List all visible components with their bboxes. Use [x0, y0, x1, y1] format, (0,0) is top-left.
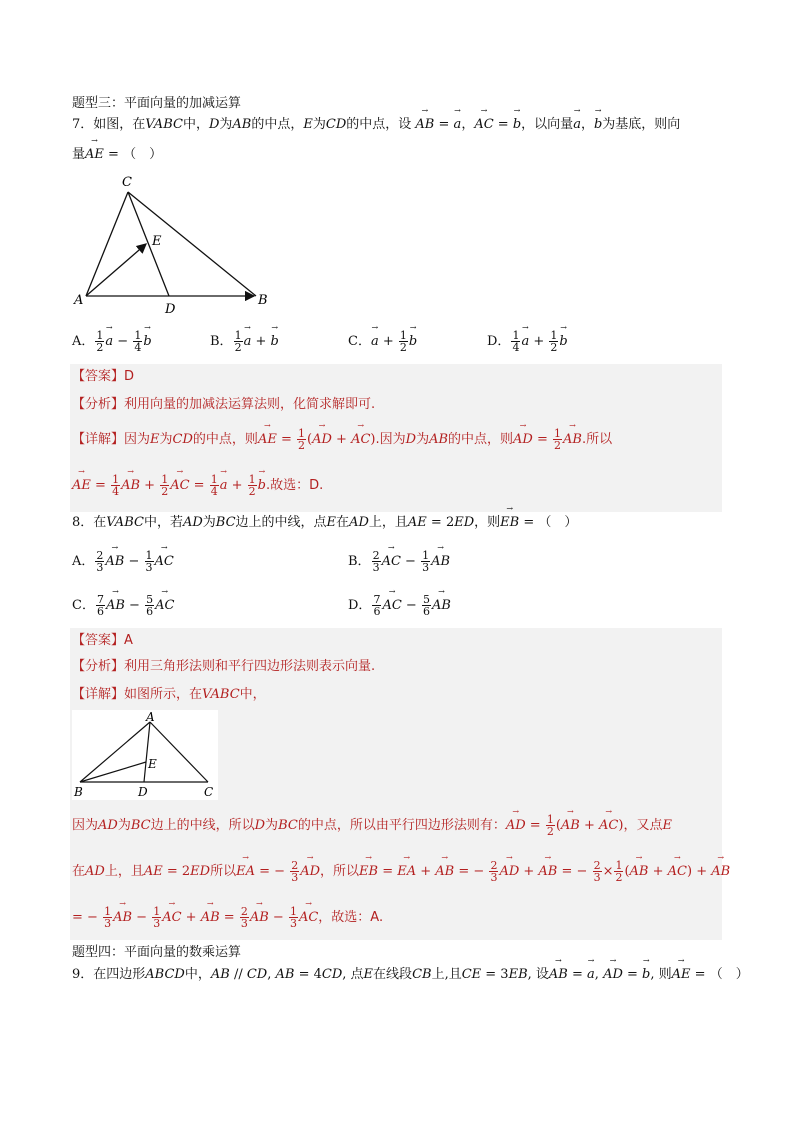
q7-stem: 7．如图，在VABC中，D为AB的中点，E为CD的中点，设 → AB = → a，→ AC = → b，以向量→ a，→ b为基底，则向 [72, 116, 680, 134]
q8-detail-line1: 因为AD为BC边上的中线，所以D为BC的中点，所以由平行四边形法则有：→ AD = $\frac{1}{2}$ (→ AB + → AC)，又点E [72, 814, 672, 837]
q7-fig-label-d: D [165, 302, 176, 317]
q7-option-d[interactable]: D． $\frac{1}{4}$ → a + $\frac{1}{2}$ → b [487, 330, 568, 353]
q7-triangle-figure [66, 170, 286, 320]
q8-fig-label-a: A [146, 710, 155, 724]
section-title-4: 题型四：平面向量的数乘运算 [72, 945, 242, 960]
q7-detail-line1: 【详解】因为E为CD的中点，则→ AE = $\frac{1}{2}$ (→ AD + → AC).因为D为AB的中点，则→ AD = $\frac{1}{2}$ → AB.所以 [72, 428, 612, 451]
q7-option-c[interactable]: C．→ a + $\frac{1}{2}$ → b [348, 330, 417, 353]
q7-fig-label-e: E [152, 234, 162, 249]
q8-fig-label-d: D [138, 785, 148, 799]
q7-stem-cont: 量→ AE = （ ） [72, 146, 162, 164]
q8-fig-label-c: C [204, 785, 214, 799]
q7-fig-label-c: C [122, 175, 132, 190]
q8-fig-label-e: E [148, 757, 157, 771]
q8-detail-line3: = − $\frac{1}{3}$ → AB − $\frac{1}{3}$ → AC + → AB = $\frac{2}{3}$ → AB − $\frac{1}{3}$ → AC，故选：A. [72, 906, 383, 929]
q7-fig-label-a: A [74, 293, 84, 308]
q8-option-a[interactable]: A． $\frac{2}{3}$ → AB − $\frac{1}{3}$ → AC [72, 550, 174, 573]
q7-option-a[interactable]: A． $\frac{1}{2}$ → a − $\frac{1}{4}$ → b [72, 330, 152, 353]
q8-detail-line2: 在AD上，且AE = 2ED所以→ EA = − $\frac{2}{3}$ → AD，所以→ EB = → EA + → AB = − $\frac{2}{3}$ → AD + → AB = − $\frac{2}{3}$ × $\frac{1}{2}$ (→ AB + → AC) + → AB [72, 860, 730, 883]
q7-analysis: 【分析】利用向量的加减法运算法则，化简求解即可. [72, 397, 376, 412]
q7-detail-line2: → AE = $\frac{1}{4}$ → AB + $\frac{1}{2}$ → AC = $\frac{1}{4}$ → a + $\frac{1}{2}$ → b.故选：D. [72, 474, 323, 497]
q7-fig-label-b: B [258, 293, 268, 308]
q8-option-c[interactable]: C． $\frac{7}{6}$ → AB − $\frac{5}{6}$ → AC [72, 594, 174, 617]
q9-stem: 9．在四边形ABCD中，AB // CD, AB = 4CD, 点E在线段CB上,且CE = 3EB, 设→ AB = → a, → AD = → b, 则→ AE = （ ） [72, 966, 749, 984]
q8-option-d[interactable]: D． $\frac{7}{6}$ → AC − $\frac{5}{6}$ → AB [348, 594, 451, 617]
q8-detail-intro: 【详解】如图所示，在VABC中， [72, 687, 266, 702]
q8-fig-label-b: B [74, 785, 83, 799]
q8-triangle-figure [72, 710, 218, 800]
section-title-3: 题型三：平面向量的加减运算 [72, 96, 242, 111]
q8-stem: 8．在VABC中，若AD为BC边上的中线，点E在AD上，且AE = 2ED，则→ EB = （ ） [72, 514, 577, 532]
q8-answer: 【答案】A [72, 633, 133, 648]
q8-option-b[interactable]: B． $\frac{2}{3}$ → AC − $\frac{1}{3}$ → AB [348, 550, 450, 573]
q7-option-b[interactable]: B． $\frac{1}{2}$ → a + → b [210, 330, 279, 353]
q7-answer: 【答案】D [72, 369, 135, 384]
q8-analysis: 【分析】利用三角形法则和平行四边形法则表示向量. [72, 659, 376, 674]
